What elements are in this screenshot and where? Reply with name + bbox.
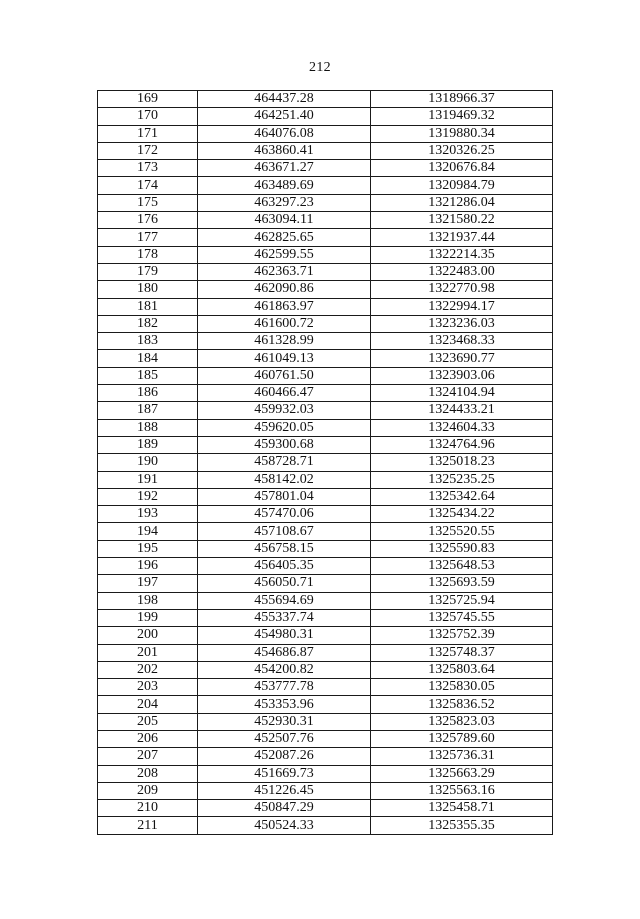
x-coordinate-cell: 462363.71 <box>198 263 371 280</box>
point-number-cell: 194 <box>98 523 198 540</box>
point-number-cell: 173 <box>98 160 198 177</box>
table-row <box>98 488 553 505</box>
y-coordinate-cell: 1325745.55 <box>371 609 553 626</box>
x-coordinate-cell: 455337.74 <box>198 609 371 626</box>
y-coordinate-cell: 1325789.60 <box>371 730 553 747</box>
x-coordinate-cell: 461049.13 <box>198 350 371 367</box>
x-coordinate-cell: 457108.67 <box>198 523 371 540</box>
table-row <box>98 367 553 384</box>
x-coordinate-cell: 453353.96 <box>198 696 371 713</box>
y-coordinate-cell: 1325648.53 <box>371 558 553 575</box>
table-row <box>98 609 553 626</box>
x-coordinate-cell: 463297.23 <box>198 194 371 211</box>
y-coordinate-cell: 1320326.25 <box>371 142 553 159</box>
point-number-cell: 187 <box>98 402 198 419</box>
x-coordinate-cell: 459620.05 <box>198 419 371 436</box>
table-row <box>98 782 553 799</box>
point-number-cell: 209 <box>98 782 198 799</box>
x-coordinate-cell: 464076.08 <box>198 125 371 142</box>
point-number-cell: 190 <box>98 454 198 471</box>
point-number-cell: 185 <box>98 367 198 384</box>
x-coordinate-cell: 451226.45 <box>198 782 371 799</box>
y-coordinate-cell: 1325803.64 <box>371 661 553 678</box>
coordinate-table-body <box>98 91 553 835</box>
table-row <box>98 817 553 834</box>
table-row <box>98 661 553 678</box>
y-coordinate-cell: 1325355.35 <box>371 817 553 834</box>
y-coordinate-cell: 1325830.05 <box>371 679 553 696</box>
x-coordinate-cell: 457801.04 <box>198 488 371 505</box>
x-coordinate-cell: 463094.11 <box>198 212 371 229</box>
y-coordinate-cell: 1322483.00 <box>371 263 553 280</box>
y-coordinate-cell: 1325018.23 <box>371 454 553 471</box>
table-row <box>98 419 553 436</box>
y-coordinate-cell: 1318966.37 <box>371 91 553 108</box>
table-row <box>98 540 553 557</box>
table-row <box>98 436 553 453</box>
x-coordinate-cell: 456050.71 <box>198 575 371 592</box>
point-number-cell: 206 <box>98 730 198 747</box>
y-coordinate-cell: 1323903.06 <box>371 367 553 384</box>
y-coordinate-cell: 1325342.64 <box>371 488 553 505</box>
x-coordinate-cell: 453777.78 <box>198 679 371 696</box>
point-number-cell: 183 <box>98 333 198 350</box>
x-coordinate-cell: 464437.28 <box>198 91 371 108</box>
x-coordinate-cell: 461863.97 <box>198 298 371 315</box>
x-coordinate-cell: 460761.50 <box>198 367 371 384</box>
table-row <box>98 730 553 747</box>
y-coordinate-cell: 1319880.34 <box>371 125 553 142</box>
table-row <box>98 333 553 350</box>
y-coordinate-cell: 1325520.55 <box>371 523 553 540</box>
table-row <box>98 385 553 402</box>
point-number-cell: 169 <box>98 91 198 108</box>
point-number-cell: 208 <box>98 765 198 782</box>
point-number-cell: 170 <box>98 108 198 125</box>
table-row <box>98 350 553 367</box>
x-coordinate-cell: 452507.76 <box>198 730 371 747</box>
x-coordinate-cell: 456758.15 <box>198 540 371 557</box>
x-coordinate-cell: 464251.40 <box>198 108 371 125</box>
point-number-cell: 195 <box>98 540 198 557</box>
table-row <box>98 765 553 782</box>
table-row <box>98 108 553 125</box>
y-coordinate-cell: 1325235.25 <box>371 471 553 488</box>
table-row <box>98 713 553 730</box>
x-coordinate-cell: 451669.73 <box>198 765 371 782</box>
x-coordinate-cell: 462090.86 <box>198 281 371 298</box>
y-coordinate-cell: 1322994.17 <box>371 298 553 315</box>
table-row <box>98 800 553 817</box>
point-number-cell: 204 <box>98 696 198 713</box>
x-coordinate-cell: 454980.31 <box>198 627 371 644</box>
table-row <box>98 523 553 540</box>
x-coordinate-cell: 462825.65 <box>198 229 371 246</box>
point-number-cell: 199 <box>98 609 198 626</box>
point-number-cell: 182 <box>98 315 198 332</box>
y-coordinate-cell: 1325748.37 <box>371 644 553 661</box>
x-coordinate-cell: 463860.41 <box>198 142 371 159</box>
point-number-cell: 184 <box>98 350 198 367</box>
x-coordinate-cell: 454686.87 <box>198 644 371 661</box>
x-coordinate-cell: 452087.26 <box>198 748 371 765</box>
y-coordinate-cell: 1320984.79 <box>371 177 553 194</box>
table-row <box>98 125 553 142</box>
x-coordinate-cell: 457470.06 <box>198 506 371 523</box>
point-number-cell: 181 <box>98 298 198 315</box>
table-row <box>98 194 553 211</box>
table-row <box>98 748 553 765</box>
y-coordinate-cell: 1325736.31 <box>371 748 553 765</box>
y-coordinate-cell: 1323236.03 <box>371 315 553 332</box>
table-row <box>98 644 553 661</box>
point-number-cell: 210 <box>98 800 198 817</box>
y-coordinate-cell: 1325590.83 <box>371 540 553 557</box>
point-number-cell: 198 <box>98 592 198 609</box>
y-coordinate-cell: 1324764.96 <box>371 436 553 453</box>
table-row <box>98 315 553 332</box>
table-row <box>98 91 553 108</box>
table-row <box>98 471 553 488</box>
table-row <box>98 246 553 263</box>
table-row <box>98 679 553 696</box>
point-number-cell: 193 <box>98 506 198 523</box>
page-number: 212 <box>309 60 331 75</box>
x-coordinate-cell: 456405.35 <box>198 558 371 575</box>
y-coordinate-cell: 1325693.59 <box>371 575 553 592</box>
y-coordinate-cell: 1325752.39 <box>371 627 553 644</box>
point-number-cell: 196 <box>98 558 198 575</box>
point-number-cell: 174 <box>98 177 198 194</box>
table-row <box>98 696 553 713</box>
point-number-cell: 172 <box>98 142 198 159</box>
table-row <box>98 281 553 298</box>
x-coordinate-cell: 462599.55 <box>198 246 371 263</box>
y-coordinate-cell: 1320676.84 <box>371 160 553 177</box>
y-coordinate-cell: 1322214.35 <box>371 246 553 263</box>
x-coordinate-cell: 458142.02 <box>198 471 371 488</box>
y-coordinate-cell: 1322770.98 <box>371 281 553 298</box>
table-row <box>98 575 553 592</box>
point-number-cell: 192 <box>98 488 198 505</box>
x-coordinate-cell: 454200.82 <box>198 661 371 678</box>
y-coordinate-cell: 1324104.94 <box>371 385 553 402</box>
x-coordinate-cell: 450524.33 <box>198 817 371 834</box>
point-number-cell: 211 <box>98 817 198 834</box>
point-number-cell: 201 <box>98 644 198 661</box>
point-number-cell: 178 <box>98 246 198 263</box>
x-coordinate-cell: 452930.31 <box>198 713 371 730</box>
y-coordinate-cell: 1325563.16 <box>371 782 553 799</box>
x-coordinate-cell: 458728.71 <box>198 454 371 471</box>
y-coordinate-cell: 1325823.03 <box>371 713 553 730</box>
point-number-cell: 175 <box>98 194 198 211</box>
table-row <box>98 160 553 177</box>
x-coordinate-cell: 460466.47 <box>198 385 371 402</box>
point-number-cell: 197 <box>98 575 198 592</box>
x-coordinate-cell: 461328.99 <box>198 333 371 350</box>
point-number-cell: 171 <box>98 125 198 142</box>
table-row <box>98 263 553 280</box>
table-row <box>98 298 553 315</box>
table-row <box>98 454 553 471</box>
x-coordinate-cell: 461600.72 <box>198 315 371 332</box>
point-number-cell: 200 <box>98 627 198 644</box>
table-row <box>98 506 553 523</box>
point-number-cell: 202 <box>98 661 198 678</box>
y-coordinate-cell: 1325836.52 <box>371 696 553 713</box>
point-number-cell: 203 <box>98 679 198 696</box>
y-coordinate-cell: 1321937.44 <box>371 229 553 246</box>
y-coordinate-cell: 1321580.22 <box>371 212 553 229</box>
table-row <box>98 177 553 194</box>
table-row <box>98 142 553 159</box>
point-number-cell: 179 <box>98 263 198 280</box>
table-row <box>98 627 553 644</box>
table-row <box>98 229 553 246</box>
y-coordinate-cell: 1323690.77 <box>371 350 553 367</box>
y-coordinate-cell: 1325458.71 <box>371 800 553 817</box>
table-row <box>98 592 553 609</box>
point-number-cell: 191 <box>98 471 198 488</box>
x-coordinate-cell: 455694.69 <box>198 592 371 609</box>
y-coordinate-cell: 1321286.04 <box>371 194 553 211</box>
table-row <box>98 212 553 229</box>
point-number-cell: 205 <box>98 713 198 730</box>
x-coordinate-cell: 459932.03 <box>198 402 371 419</box>
table-row <box>98 402 553 419</box>
y-coordinate-cell: 1325725.94 <box>371 592 553 609</box>
y-coordinate-cell: 1323468.33 <box>371 333 553 350</box>
x-coordinate-cell: 450847.29 <box>198 800 371 817</box>
x-coordinate-cell: 459300.68 <box>198 436 371 453</box>
table-row <box>98 558 553 575</box>
point-number-cell: 189 <box>98 436 198 453</box>
y-coordinate-cell: 1319469.32 <box>371 108 553 125</box>
point-number-cell: 207 <box>98 748 198 765</box>
point-number-cell: 186 <box>98 385 198 402</box>
y-coordinate-cell: 1325663.29 <box>371 765 553 782</box>
x-coordinate-cell: 463671.27 <box>198 160 371 177</box>
x-coordinate-cell: 463489.69 <box>198 177 371 194</box>
y-coordinate-cell: 1324433.21 <box>371 402 553 419</box>
point-number-cell: 176 <box>98 212 198 229</box>
y-coordinate-cell: 1325434.22 <box>371 506 553 523</box>
y-coordinate-cell: 1324604.33 <box>371 419 553 436</box>
point-number-cell: 188 <box>98 419 198 436</box>
coordinate-table <box>97 90 553 835</box>
point-number-cell: 177 <box>98 229 198 246</box>
point-number-cell: 180 <box>98 281 198 298</box>
